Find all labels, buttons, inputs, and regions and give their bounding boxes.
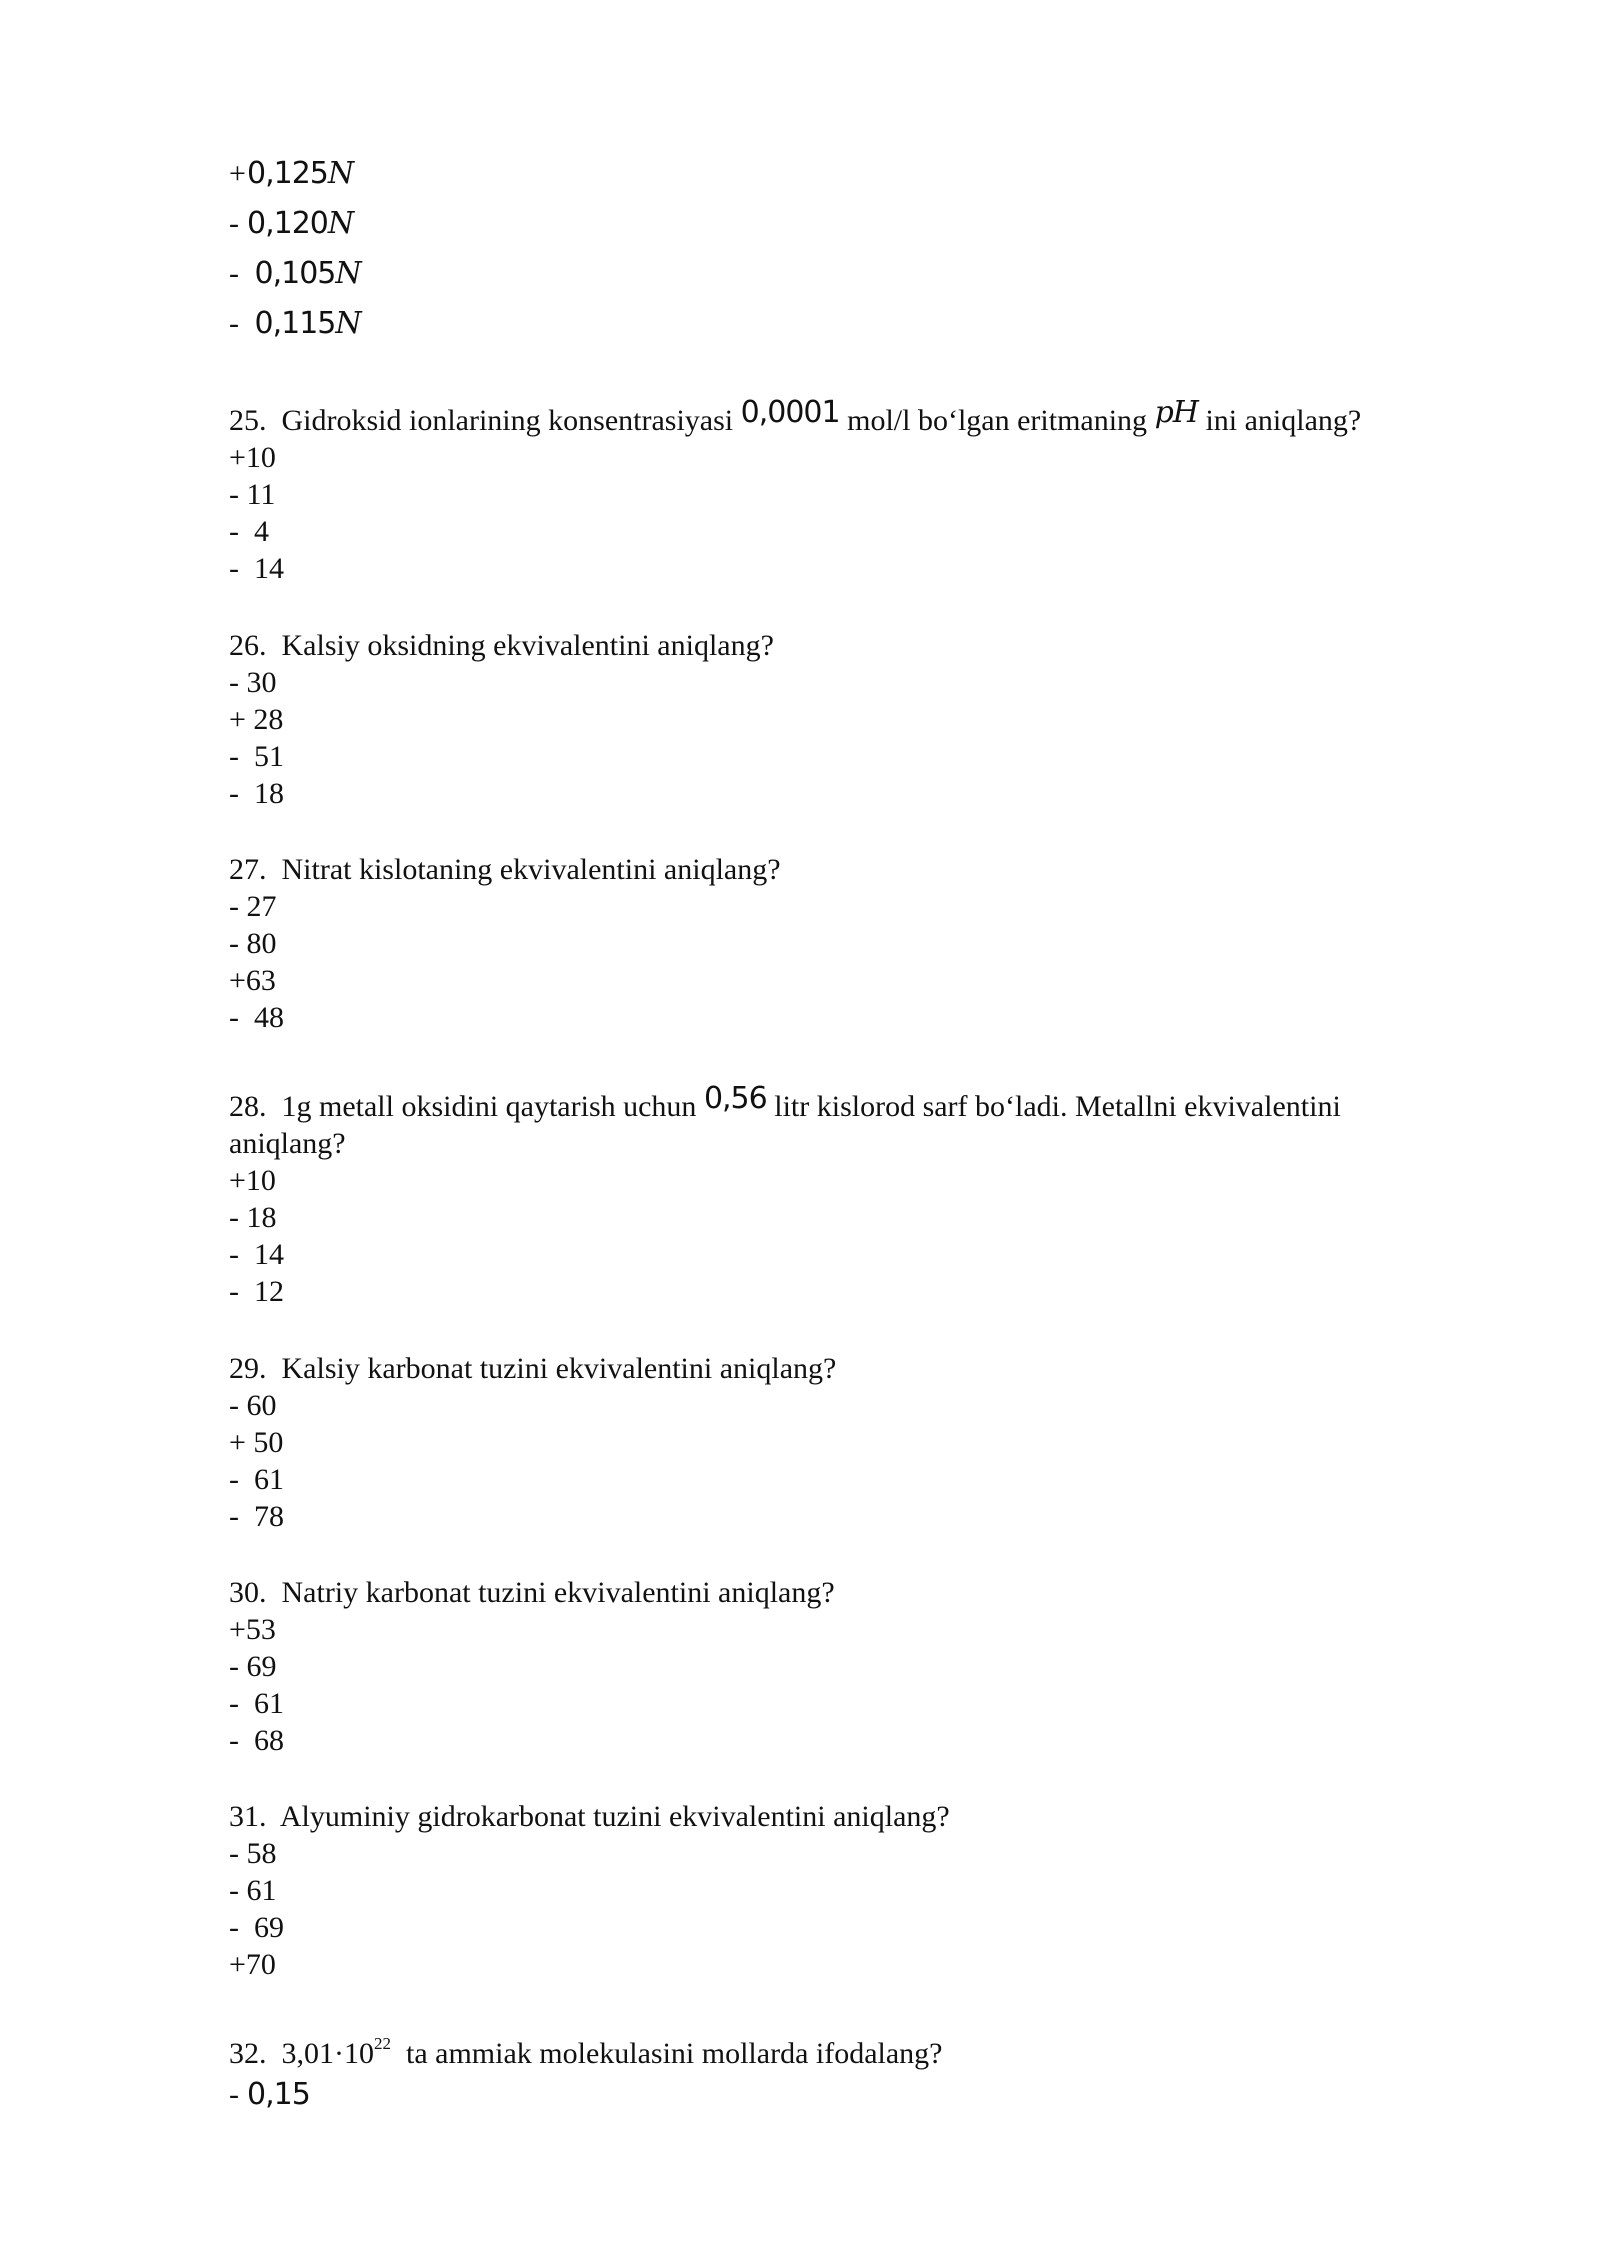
question-text: 26. Kalsiy oksidning ekvivalentini aniqlang? (229, 629, 774, 662)
option-line: - 14 (229, 552, 284, 585)
question-text: 28. 1g metall oksidini qaytarish uchun 0,56 litr kislorod sarf bo‘ladi. Metallni ekvivalentini (229, 1081, 1341, 1123)
option-line: - 58 (229, 1837, 277, 1870)
option-line: - 11 (229, 478, 276, 511)
question-26 (229, 627, 1459, 812)
option-line: - 18 (229, 777, 284, 810)
option-line: - 18 (229, 1201, 277, 1234)
option-line: - 4 (229, 515, 269, 548)
option-line: +53 (229, 1613, 276, 1646)
option-line: - 78 (229, 1500, 284, 1533)
question-25 (229, 395, 1459, 587)
question-32 (229, 2025, 1459, 2113)
option-line: - 69 (229, 1911, 284, 1944)
question-text: 30. Natriy karbonat tuzini ekvivalentini aniqlang? (229, 1576, 835, 1609)
question-text: 31. Alyuminiy gidrokarbonat tuzini ekvivalentini aniqlang? (229, 1800, 950, 1833)
option-line: - 61 (229, 1463, 284, 1496)
option-line: - 0,15 (229, 2077, 310, 2112)
option-line: - 0,105N (229, 256, 361, 291)
option-line: - 27 (229, 890, 277, 923)
option-line: - 0,115N (229, 306, 361, 341)
question-28 (229, 1081, 1459, 1310)
option-line: +63 (229, 964, 276, 997)
question-29 (229, 1350, 1459, 1535)
top-options (229, 155, 1459, 355)
option-line: - 48 (229, 1001, 284, 1034)
option-line: - 0,120N (229, 206, 354, 241)
option-line: +70 (229, 1948, 276, 1981)
option-line: - 61 (229, 1874, 277, 1907)
question-text: 25. Gidroksid ionlarining konsentrasiyasi 0,0001 mol/l bo‘lgan eritmaning pH ini aniqlang? (229, 395, 1362, 437)
option-line: - 51 (229, 740, 284, 773)
option-line: - 60 (229, 1389, 277, 1422)
question-text-continued: aniqlang? (229, 1127, 346, 1160)
option-line: - 30 (229, 666, 277, 699)
option-line: + 28 (229, 703, 284, 736)
question-text: 27. Nitrat kislotaning ekvivalentini aniqlang? (229, 853, 781, 886)
question-30 (229, 1574, 1459, 1759)
option-line: +0,125N (229, 156, 354, 191)
option-line: - 69 (229, 1650, 277, 1683)
option-line: +10 (229, 441, 276, 474)
option-line: + 50 (229, 1426, 284, 1459)
option-line: +10 (229, 1164, 276, 1197)
question-text: 29. Kalsiy karbonat tuzini ekvivalentini aniqlang? (229, 1352, 837, 1385)
option-line: - 61 (229, 1687, 284, 1720)
option-line: - 14 (229, 1238, 284, 1271)
option-line: - 68 (229, 1724, 284, 1757)
question-31 (229, 1798, 1459, 1983)
option-line: - 12 (229, 1275, 284, 1308)
option-line: - 80 (229, 927, 277, 960)
question-27 (229, 851, 1459, 1036)
question-text: 32. $3,01\cdot 10^{22}$ ta ammiak molekulasini mollarda ifodalang? (229, 2034, 943, 2070)
